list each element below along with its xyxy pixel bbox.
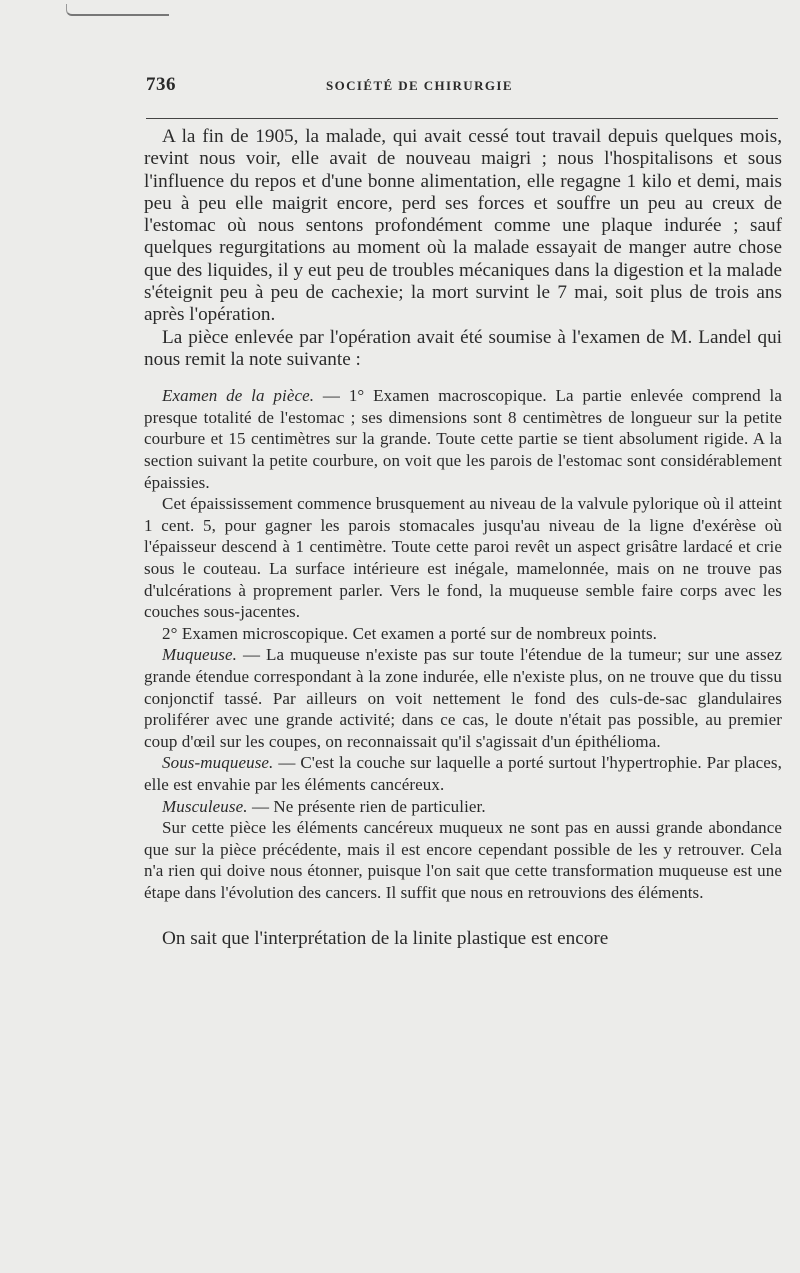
note-text: — Ne présente rien de particulier. <box>247 796 486 816</box>
header-rule <box>146 118 778 119</box>
note-heading: Muqueuse. <box>162 645 238 665</box>
page-number: 736 <box>146 74 176 95</box>
note-heading: Sous-muqueuse. <box>162 753 274 773</box>
running-head: SOCIÉTÉ DE CHIRURGIE <box>326 78 513 93</box>
note-text: Sur cette pièce les éléments cancéreux muqueux ne sont pas en aussi grande abondance que sur la pièce précédente, mais il est encore cependant possible de les y retrouver. Cela n'a rien qui doive nous étonner, puisque l'on sait que cette transformation muqueuse est une étape dans l'évolution des cancers. Il suffit que nous en retrouvions des éléments. <box>144 818 782 902</box>
note-sous-muqueuse <box>144 752 782 795</box>
paragraph-linite-plastique: On sait que l'interprétation de la linite plastique est encore <box>162 927 609 949</box>
note-conclusion <box>144 817 782 903</box>
note-macroscopic-exam <box>144 385 782 493</box>
note-muqueuse <box>144 644 782 752</box>
note-musculeuse <box>144 796 782 818</box>
note-thickening <box>144 493 782 623</box>
paragraph-specimen-intro: La pièce enlevée par l'opération avait été soumise à l'examen de M. Landel qui nous remit la note suivante : <box>144 326 782 370</box>
note-text: Cet épaississement commence brusquement au niveau de la valvule pylorique où il atteint 1 cent. 5, pour gagner les parois stomacales jusqu'au niveau de la ligne d'exérèse où l'épaisseur descend à 1 centimètre. Toute cette paroi revêt un aspect grisâtre lardacé et crie sous le couteau. La surface intérieure est inégale, mamelonnée, mais on ne trouve pas d'ulcérations à proprement parler. Vers le fond, la muqueuse semble faire corps avec les couches sous-jacentes. <box>144 494 782 622</box>
note-microscopic-exam <box>144 623 782 645</box>
scan-edge-mark <box>66 4 169 16</box>
note-heading: Examen de la pièce. <box>162 386 315 406</box>
page-header <box>146 74 778 104</box>
note-heading: Musculeuse. <box>162 796 248 816</box>
note-text: 2° Examen microscopique. Cet examen a porté sur de nombreux points. <box>162 623 658 643</box>
note-text: — 1° Examen macroscopique. La partie enlevée comprend la presque totalité de l'estomac ; ses dimensions sont 8 centimètres de longueur sur la petite courbure et 15 centimètres sur la grande. Toute cette partie se tient absolument rigide. A la section suivant la petite courbure, on voit que les parois de l'estomac sont considérablement épaissies. <box>144 386 782 492</box>
note-text: — C'est la couche sur laquelle a porté surtout l'hypertrophie. Par places, elle est envahie par les éléments cancéreux. <box>144 753 782 794</box>
note-text: — La muqueuse n'existe pas sur toute l'étendue de la tumeur; sur une assez grande étendue correspondant à la zone indurée, elle n'existe plus, on ne trouve que du tissu conjonctif tassé. Par ailleurs on voit nettement le fond des culs-de-sac glandulaires proliférer avec une grande activité; dans ce cas, le doute n'était pas possible, au premier coup d'œil sur les coupes, on reconnaissait qu'il s'agissait d'un épithélioma. <box>144 645 782 751</box>
page-body <box>144 126 782 950</box>
paragraph-patient-history: A la fin de 1905, la malade, qui avait cessé tout travail depuis quelques mois, revint nous voir, elle avait de nouveau maigri ; nous l'hospitalisons et sous l'influence du repos et d'une bonne alimentation, elle regagne 1 kilo et demi, mais peu à peu elle maigrit encore, perd ses forces et souffre un peu au creux de l'estomac où nous sentons profondément comme une plaque indurée ; sauf quelques regurgitations au moment où la malade essayait de manger autre chose que des liquides, il y eut peu de troubles mécaniques dans la digestion et la malade s'éteignit peu à peu de cachexie; la mort survint le 7 mai, soit plus de trois ans après l'opération. <box>144 126 782 326</box>
